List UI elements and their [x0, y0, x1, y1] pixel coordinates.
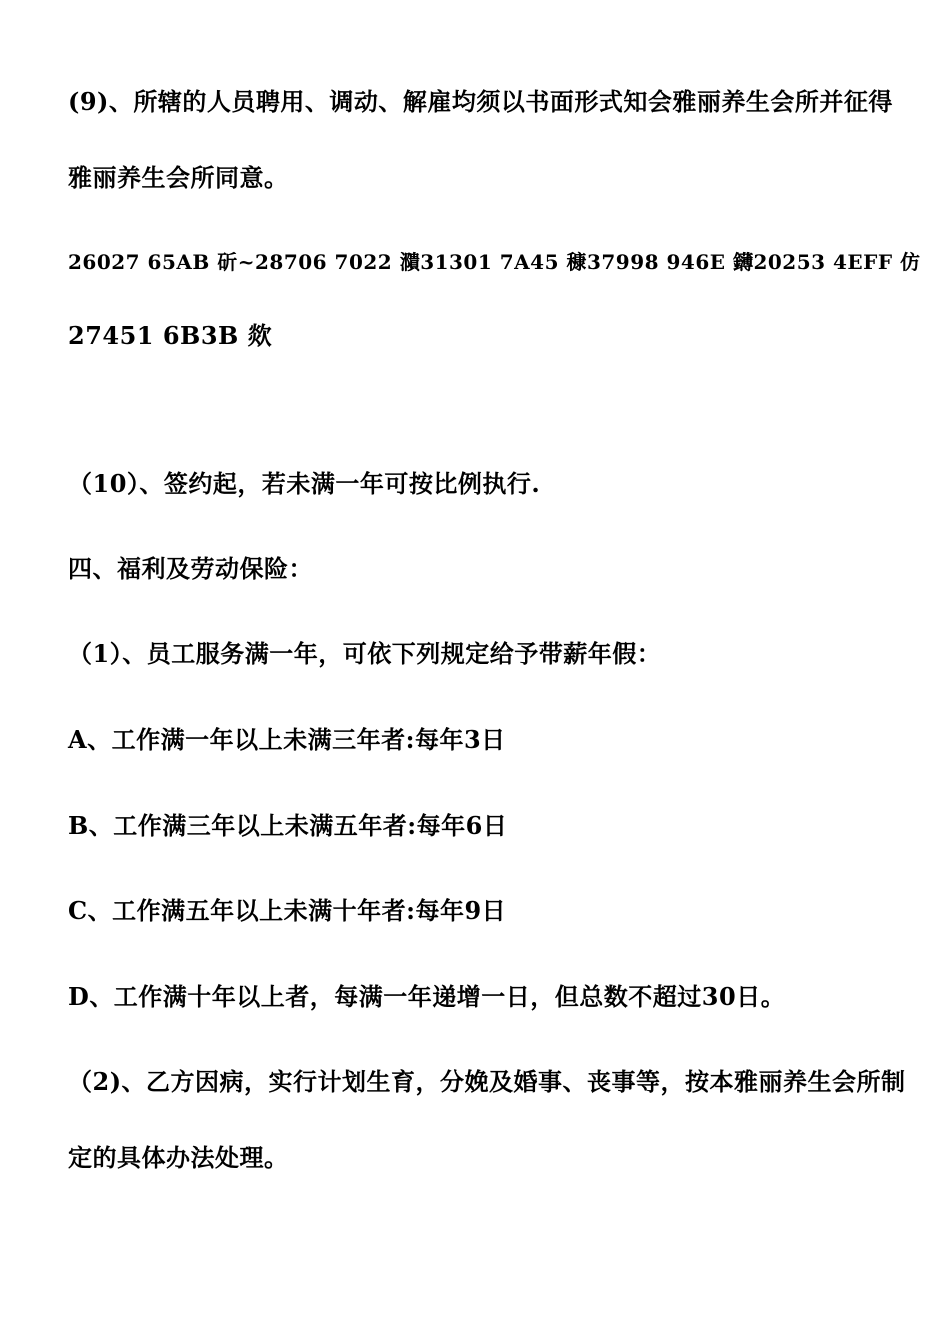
clause-1-item-b: B、工作满三年以上未满五年者:每年6日: [68, 811, 508, 840]
clause-2-line-2: 定的具体办法处理。: [68, 1143, 289, 1172]
paragraph-10: （10）、签约起，若未满一年可按比例执行.: [68, 469, 541, 498]
code-line-1: 26027 65AB 斫~28706 7022 濻31301 7A45 穅37998 946E 鑮20253 4EFF 仿: [68, 250, 921, 274]
code-line-2: 27451 6B3B 欻: [68, 321, 273, 350]
section-4-heading: 四、福利及劳动保险：: [68, 554, 313, 583]
clause-1: （1）、员工服务满一年，可依下列规定给予带薪年假：: [68, 639, 662, 668]
clause-1-item-d: D、工作满十年以上者，每满一年递增一日，但总数不超过30日。: [68, 982, 786, 1011]
clause-1-item-c: C、工作满五年以上未满十年者:每年9日: [68, 896, 507, 925]
clause-2-line-1: （2)、乙方因病，实行计划生育，分娩及婚事、丧事等，按本雅丽养生会所制: [68, 1067, 906, 1096]
paragraph-9-line-1: (9)、所辖的人员聘用、调动、解雇均须以书面形式知会雅丽养生会所并征得: [68, 87, 893, 116]
paragraph-9-line-2: 雅丽养生会所同意。: [68, 163, 289, 192]
clause-1-item-a: A、工作满一年以上未满三年者:每年3日: [68, 725, 506, 754]
